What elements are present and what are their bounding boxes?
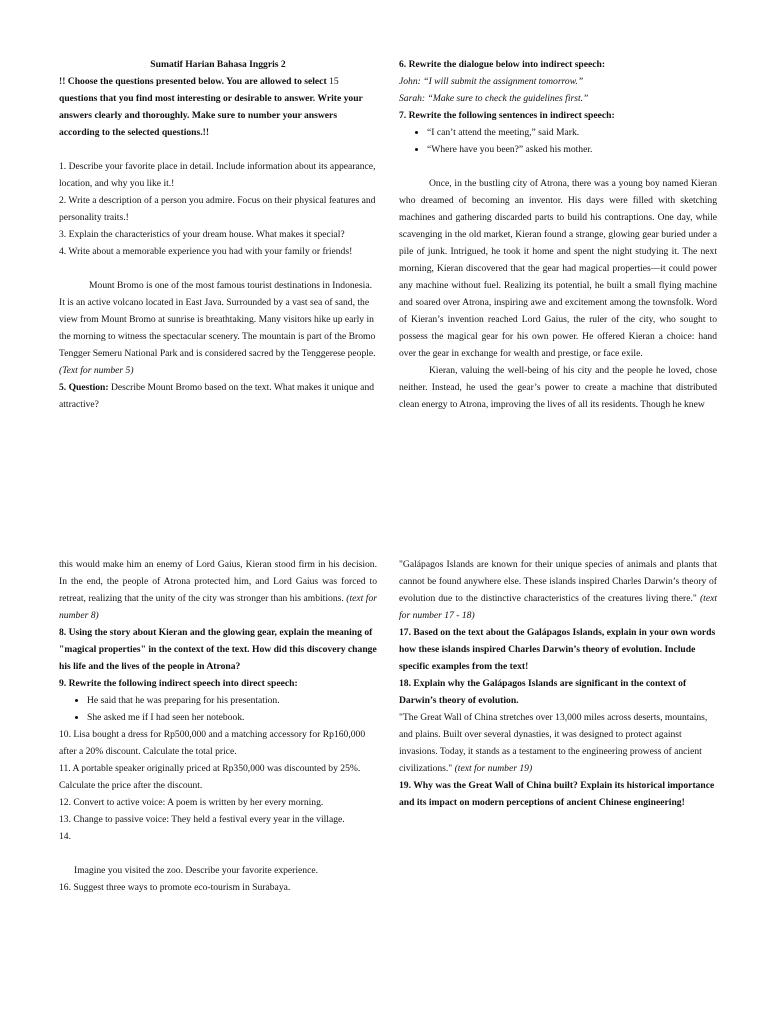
instructions: !! Choose the questions presented below. You are allowed to select 15 questions that you find most interesting or desirable to answer. Write your answers clearly and thoroughly. Make sure to number your answers according to the selected questions.!! <box>59 76 363 138</box>
list-item: • “I can’t attend the meeting,” said Mark. <box>427 124 717 141</box>
list-item: • “Where have you been?” asked his mother. <box>427 141 717 158</box>
list-item: • She asked me if I had seen her notebook. <box>87 709 377 726</box>
question-19: 19. Why was the Great Wall of China built? Explain its historical importance and its impact on modern perceptions of ancient Chinese engineering! <box>399 780 715 808</box>
kieran-story-p1: Once, in the bustling city of Atrona, there was a young boy named Kieran who dreamed of becoming an inventor. His days were filled with sketching machines and gathering discarded parts to build his contraptions. One day, while scavenging in the old market, Kieran found a strange, glowing gear buried under a pile of junk. Intrigued, he took it home and spent the night studying it. The next morning, Kieran discovered that the gear had magical properties—it could power any machine without fuel. Realizing its potential, he built a small flying machine and soared over Atrona, inspiring awe and excitement among the townsfolk. Word of Kieran’s invention reached Lord Gaius, the ruler of the city, who sought to possess the magical gear for his own power. He offered Kieran a choice: hand over the gear in exchange for wealth and prestige, or face exile. <box>399 178 717 359</box>
page1-left-column <box>59 56 377 413</box>
page1-right-column <box>399 56 717 413</box>
list-item: • He said that he was preparing for his presentation. <box>87 692 377 709</box>
kieran-story-p3: this would make him an enemy of Lord Gaius, Kieran stood firm in his decision. In the end, the people of Atrona protected him, and Lord Gaius was forced to retreat, realizing that the unity of the city was stronger than his ambitions. (text for number 8) <box>59 559 377 621</box>
page2-left-column <box>59 556 377 896</box>
question-11: 11. A portable speaker originally priced at Rp350,000 was discounted by 25%. Calculate the price after the discount. <box>59 763 361 791</box>
question-4: 4. Write about a memorable experience you had with your family or friends! <box>59 246 353 257</box>
dialogue-sarah: Sarah: “Make sure to check the guidelines first.” <box>399 93 589 104</box>
question-17: 17. Based on the text about the Galápagos Islands, explain in your own words how these islands inspired Charles Darwin’s theory of evolution. Include specific examples from the text! <box>399 627 716 672</box>
question-9-heading: 9. Rewrite the following indirect speech into direct speech: <box>59 678 298 689</box>
question-16: 16. Suggest three ways to promote eco-tourism in Surabaya. <box>59 882 291 893</box>
question-7-list <box>399 124 717 158</box>
kieran-story-p2: Kieran, valuing the well-being of his city and the people he loved, chose neither. Instead, he used the gear’s power to create a machine that distributed clean energy to Atrona, improving the lives of all its residents. Though he knew <box>399 365 717 410</box>
question-5: 5. Question: Describe Mount Bromo based on the text. What makes it unique and attractive? <box>59 382 375 410</box>
question-9-list <box>59 692 377 726</box>
question-3: 3. Explain the characteristics of your dream house. What makes it special? <box>59 229 345 240</box>
great-wall-passage: "The Great Wall of China stretches over 13,000 miles across deserts, mountains, and plains. Built over several dynasties, it was designed to protect against invasions. Today, it stands as a testament to the engineering prowess of ancient civilizations." (text for number 19) <box>399 712 708 774</box>
dialogue-john: John: “I will submit the assignment tomorrow.” <box>399 76 584 87</box>
question-13: 13. Change to passive voice: They held a festival every year in the village. <box>59 814 345 825</box>
question-1: 1. Describe your favorite place in detail. Include information about its appearance, location, and why you like it.! <box>59 161 376 189</box>
question-15: Imagine you visited the zoo. Describe your favorite experience. <box>74 865 319 876</box>
question-14: 14. <box>59 831 71 842</box>
galapagos-passage: "Galápagos Islands are known for their unique species of animals and plants that cannot be found anywhere else. These islands inspired Charles Darwin’s theory of evolution due to the distinctive characteristics of the creatures living there." (text for number 17 - 18) <box>399 559 717 621</box>
page-title: Sumatif Harian Bahasa Inggris 2 <box>150 59 286 70</box>
question-6-heading: 6. Rewrite the dialogue below into indirect speech: <box>399 59 606 70</box>
question-2: 2. Write a description of a person you admire. Focus on their physical features and personality traits.! <box>59 195 376 223</box>
question-12: 12. Convert to active voice: A poem is written by her every morning. <box>59 797 324 808</box>
question-18: 18. Explain why the Galápagos Islands are significant in the context of Darwin’s theory of evolution. <box>399 678 687 706</box>
page2-right-column <box>399 556 717 811</box>
question-10: 10. Lisa bought a dress for Rp500,000 and a matching accessory for Rp160,000 after a 20% discount. Calculate the total price. <box>59 729 366 757</box>
question-7-heading: 7. Rewrite the following sentences in indirect speech: <box>399 110 615 121</box>
question-8: 8. Using the story about Kieran and the glowing gear, explain the meaning of "magical properties" in the context of the text. How did this discovery change his life and the lives of the people in Atrona? <box>59 627 377 672</box>
bromo-passage: Mount Bromo is one of the most famous tourist destinations in Indonesia. It is an active volcano located in East Java. Surrounded by a vast sea of sand, the view from Mount Bromo at sunrise is breathtaking. Many visitors hike up early in the morning to witness the spectacular scenery. The mountain is part of the Bromo Tengger Semeru National Park and is considered sacred by the Tenggerese people. (Text for number 5) <box>59 280 376 376</box>
